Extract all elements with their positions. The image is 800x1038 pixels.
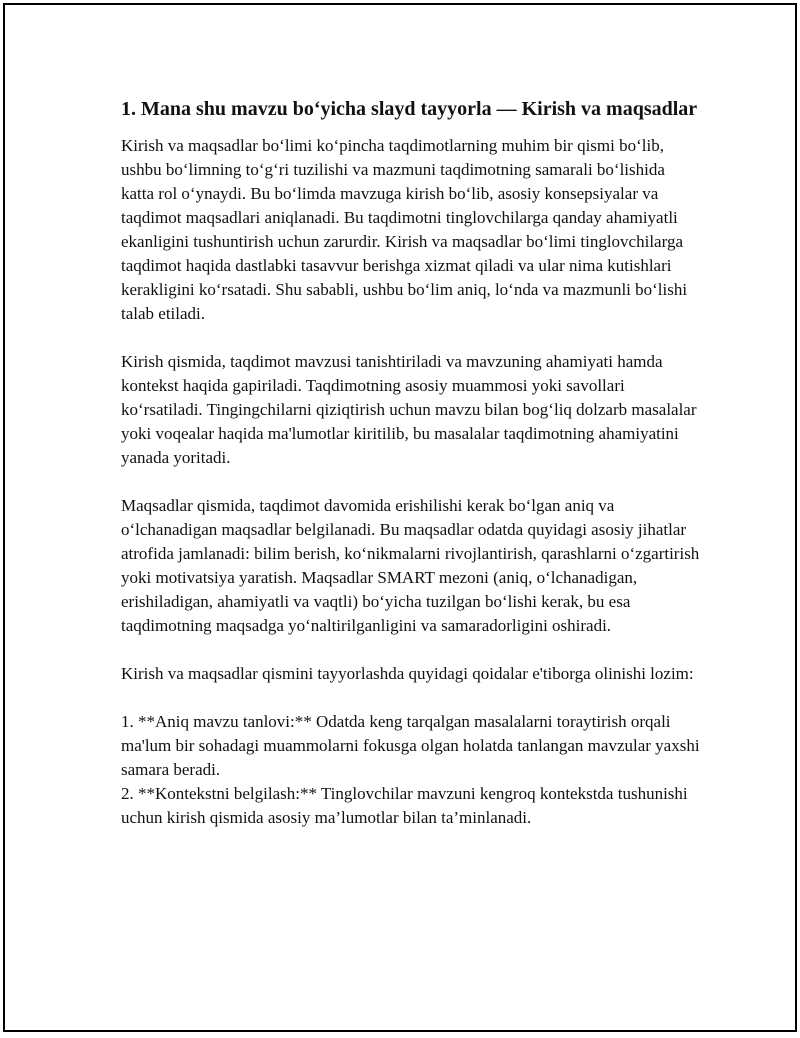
paragraph-rules-lead: Kirish va maqsadlar qismini tayyorlashda quyidagi qoidalar e'tiborga olinishi lozim:	[121, 664, 694, 683]
document-page	[3, 3, 797, 1032]
list-item: 2. **Kontekstni belgilash:** Tinglovchilar mavzuni kengroq kontekstda tushunishi uchun kirish qismida asosiy ma’lumotlar bilan ta’minlanadi.	[121, 784, 688, 827]
list-item: 1. **Aniq mavzu tanlovi:** Odatda keng tarqalgan masalalarni toraytirish orqali ma'lum bir sohadagi muammolarni fokusga olgan holatda tanlangan mavzular yaxshi samara beradi.	[121, 712, 700, 779]
paragraph-introduction-section: Kirish qismida, taqdimot mavzusi tanishtiriladi va mavzuning ahamiyati hamda kontekst haqida gapiriladi. Taqdimotning asosiy muammosi yoki savollari ko‘rsatiladi. Tingingchilarni qiziqtirish uchun mavzu bilan bog‘liq dolzarb masalalar yoki voqealar haqida ma'lumotlar kiritilib, bu masalalar taqdimotning ahamiyatini yanada yoritadi.	[121, 352, 697, 467]
paragraph-goals-section: Maqsadlar qismida, taqdimot davomida erishilishi kerak bo‘lgan aniq va o‘lchanadigan maqsadlar belgilanadi. Bu maqsadlar odatda quyidagi asosiy jihatlar atrofida jamlanadi: bilim berish, ko‘nikmalarni rivojlantirish, qarashlarni o‘zgartirish yoki motivatsiya yaratish. Maqsadlar SMART mezoni (aniq, o‘lchanadigan, erishiladigan, ahamiyatli va vaqtli) bo‘yicha tuzilgan bo‘lishi kerak, bu esa taqdimotning maqsadga yo‘naltirilganligini va samaradorligini oshiradi.	[121, 496, 700, 635]
document-title: 1. Mana shu mavzu bo‘yicha slayd tayyorla — Kirish va maqsadlar	[121, 98, 698, 120]
rules-list	[121, 710, 701, 830]
paragraph-intro: Kirish va maqsadlar bo‘limi ko‘pincha taqdimotlarning muhim bir qismi bo‘lib, ushbu bo‘limning to‘g‘ri tuzilishi va mazmuni taqdimotning samarali bo‘lishida katta rol o‘ynaydi. Bu bo‘limda mavzuga kirish bo‘lib, asosiy konsepsiyalar va taqdimot maqsadlari aniqlanadi. Bu taqdimotni tinglovchilarga qanday ahamiyatli ekanligini tushuntirish uchun zarurdir. Kirish va maqsadlar bo‘limi tinglovchilarga taqdimot haqida dastlabki tasavvur berishga xizmat qiladi va ular nima kutishlari kerakligini ko‘rsatadi. Shu sababli, ushbu bo‘lim aniq, lo‘nda va mazmunli bo‘lishi talab etiladi.	[121, 136, 688, 323]
document-content	[121, 96, 701, 830]
